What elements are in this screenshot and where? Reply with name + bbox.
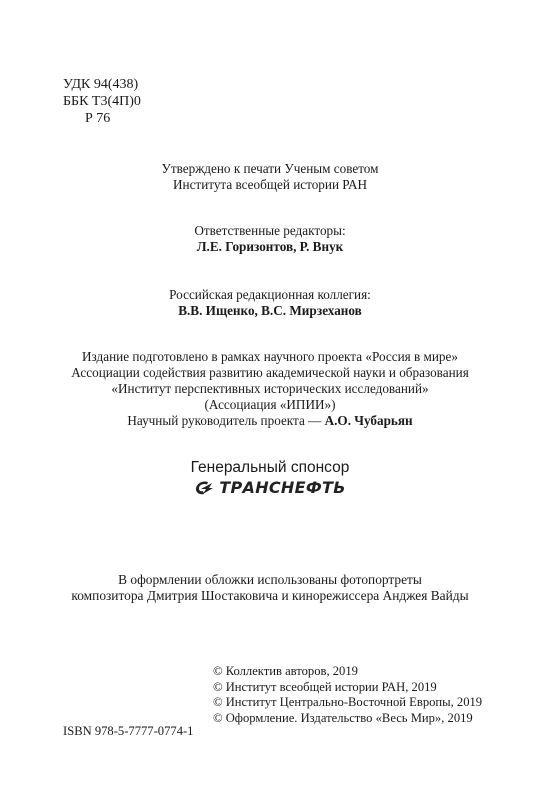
copyright-line: © Коллектив авторов, 2019: [213, 664, 358, 678]
approval-line-2: Института всеобщей истории РАН: [173, 177, 367, 192]
project-line-3: «Институт перспективных исторических исследований»: [111, 381, 429, 396]
isbn: ISBN 978-5-7777-0774-1: [63, 724, 194, 738]
copyright-line: © Институт Центрально-Восточной Европы, 2019: [213, 695, 483, 709]
copyright-line: © Оформление. Издательство «Весь Мир», 2019: [213, 710, 473, 725]
classification-codes: [63, 76, 141, 127]
supervisor-name: А.О. Чубарьян: [324, 413, 413, 428]
board-names: В.В. Ищенко, В.С. Мирзеханов: [178, 303, 362, 318]
cover-note: [0, 572, 540, 604]
sponsor-logo: [194, 480, 345, 496]
copyright-block: [213, 664, 482, 726]
project-line-1: Издание подготовлено в рамках научного проекта «Россия в мире»: [82, 349, 458, 364]
sponsor-logo-text: ТРАНСНЕФТЬ: [219, 478, 346, 497]
copyright-line: © Институт всеобщей истории РАН, 2019: [213, 679, 437, 694]
cover-note-line-2: композитора Дмитрия Шостаковича и кинорежиссера Анджея Вайды: [71, 588, 469, 603]
editors-names: Л.Е. Горизонтов, Р. Внук: [196, 239, 344, 254]
supervisor-prefix: Научный руководитель проекта —: [127, 413, 325, 428]
editors-section: [0, 223, 540, 255]
editorial-board-section: [0, 287, 540, 319]
project-note: [0, 349, 540, 429]
cover-note-line-1: В оформлении обложки использованы фотопортреты: [118, 572, 422, 587]
board-label: Российская редакционная коллегия:: [169, 287, 371, 302]
sponsor-label: Генеральный спонсор: [190, 459, 350, 476]
project-line-2: Ассоциации содействия развитию академической науки и образования: [71, 365, 469, 380]
udk-code: УДК 94(438): [63, 77, 139, 92]
transneft-logo-icon: [194, 480, 214, 496]
approval-note: [0, 161, 540, 193]
approval-line-1: Утверждено к печати Ученым советом: [161, 161, 379, 176]
sponsor-section: [0, 460, 540, 500]
editors-label: Ответственные редакторы:: [194, 223, 346, 238]
project-line-4: (Ассоциация «ИПИИ»): [204, 397, 336, 412]
project-supervisor: [0, 413, 540, 429]
author-mark: Р 76: [85, 111, 111, 126]
bbk-code: ББК Т3(4П)0: [63, 94, 141, 109]
